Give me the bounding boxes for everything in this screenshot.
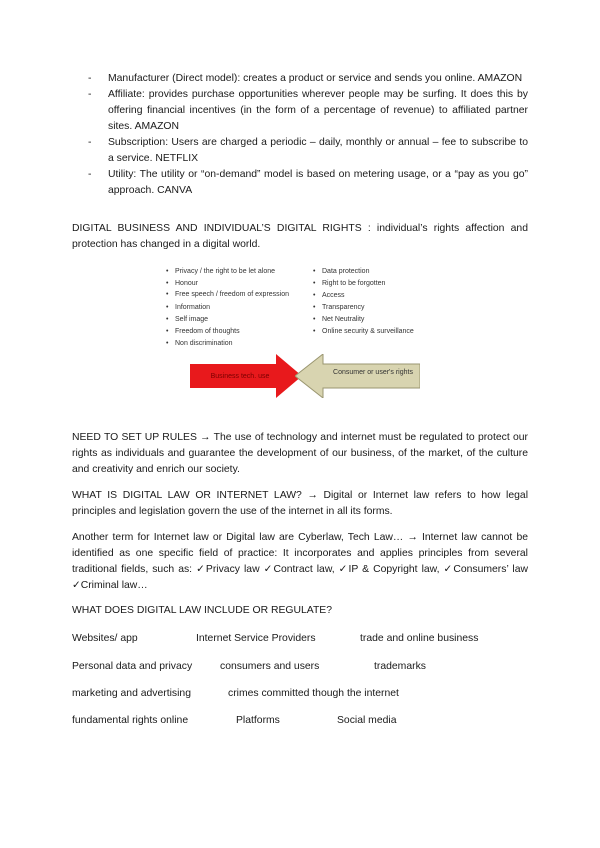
area-item: trade and online business <box>360 633 479 644</box>
model-term: Subscription <box>108 137 166 148</box>
area-item: Social media <box>337 715 397 726</box>
list-item: • Freedom of thoughts <box>165 326 305 338</box>
another-term-paragraph: Another term for Internet law or Digital law are Cyberlaw, Tech Law… → Internet law cannot be identified as one specific field of practice: It incorporates and applies principles from several traditional fields, such as: ✓Privacy law ✓Contract law, ✓IP & Copyright law, ✓Consumers’ law ✓Criminal law… <box>72 532 528 591</box>
area-item: crimes committed though the internet <box>228 688 399 699</box>
model-term: Manufacturer <box>108 73 170 84</box>
area-item: Websites/ app <box>72 633 138 644</box>
area-item: marketing and advertising <box>72 688 191 699</box>
list-item: • Data protection <box>312 266 452 278</box>
model-description: (Direct model): creates a product or service and sends you online. AMAZON <box>169 73 523 84</box>
list-item: • Privacy / the right to be let alone <box>165 266 305 278</box>
model-description: : The utility or “on-demand” model is based on metering usage, or a “pay as you go” approach. CANVA <box>108 169 528 196</box>
include-heading: WHAT DOES DIGITAL LAW INCLUDE OR REGULATE? <box>72 605 332 616</box>
model-description: : provides purchase opportunities wherever people may be surfing. It does this by offering financial incentives (in the form of a percentage of revenue) to affiliated partner sites. AMAZON <box>108 89 528 132</box>
area-item: Platforms <box>236 715 280 726</box>
area-item: Internet Service Providers <box>196 633 316 644</box>
area-item: consumers and users <box>220 661 320 672</box>
list-item <box>88 135 528 167</box>
model-term: Utility <box>108 169 134 180</box>
model-term: Affiliate <box>108 89 142 100</box>
list-item: • Online security & surveillance <box>312 326 452 338</box>
individual-rights-list <box>165 266 305 350</box>
model-description: : Users are charged a periodic – daily, monthly or annual – fee to subscribe to a service. NETFLIX <box>108 137 528 164</box>
business-arrow-label: Business tech. use <box>210 373 270 380</box>
need-rules-paragraph: NEED TO SET UP RULES → The use of technology and internet must be regulated to protect our rights as individuals and guarantee the development of our business, of the market, of the culture and creativity and enrich our society. <box>72 432 528 475</box>
list-item <box>88 87 528 135</box>
area-item: fundamental rights online <box>72 715 189 726</box>
list-item: • Access <box>312 290 452 302</box>
list-item: • Transparency <box>312 302 452 314</box>
consumer-arrow-label: Consumer or user's rights <box>333 369 413 376</box>
list-item <box>88 167 528 199</box>
business-models-list <box>88 71 528 199</box>
what-is-paragraph: WHAT IS DIGITAL LAW OR INTERNET LAW? → Digital or Internet law refers to how legal principles and legislation govern the use of the internet in all its forms. <box>72 490 528 517</box>
area-item: Personal data and privacy <box>72 661 193 672</box>
list-item: • Free speech / freedom of expression <box>165 290 305 302</box>
area-item: trademarks <box>374 661 426 672</box>
list-item: • Honour <box>165 278 305 290</box>
digital-business-paragraph: DIGITAL BUSINESS AND INDIVIDUAL’S DIGITAL RIGHTS : individual’s rights affection and protection has changed in a digital world. <box>72 223 528 250</box>
list-item: • Information <box>165 302 305 314</box>
list-item: • Non discrimination <box>165 338 305 350</box>
digital-rights-list <box>312 266 452 338</box>
rights-diagram <box>165 266 455 398</box>
list-item: • Net Neutrality <box>312 314 452 326</box>
list-item <box>88 71 528 87</box>
list-item: • Self image <box>165 314 305 326</box>
list-item: • Right to be forgotten <box>312 278 452 290</box>
